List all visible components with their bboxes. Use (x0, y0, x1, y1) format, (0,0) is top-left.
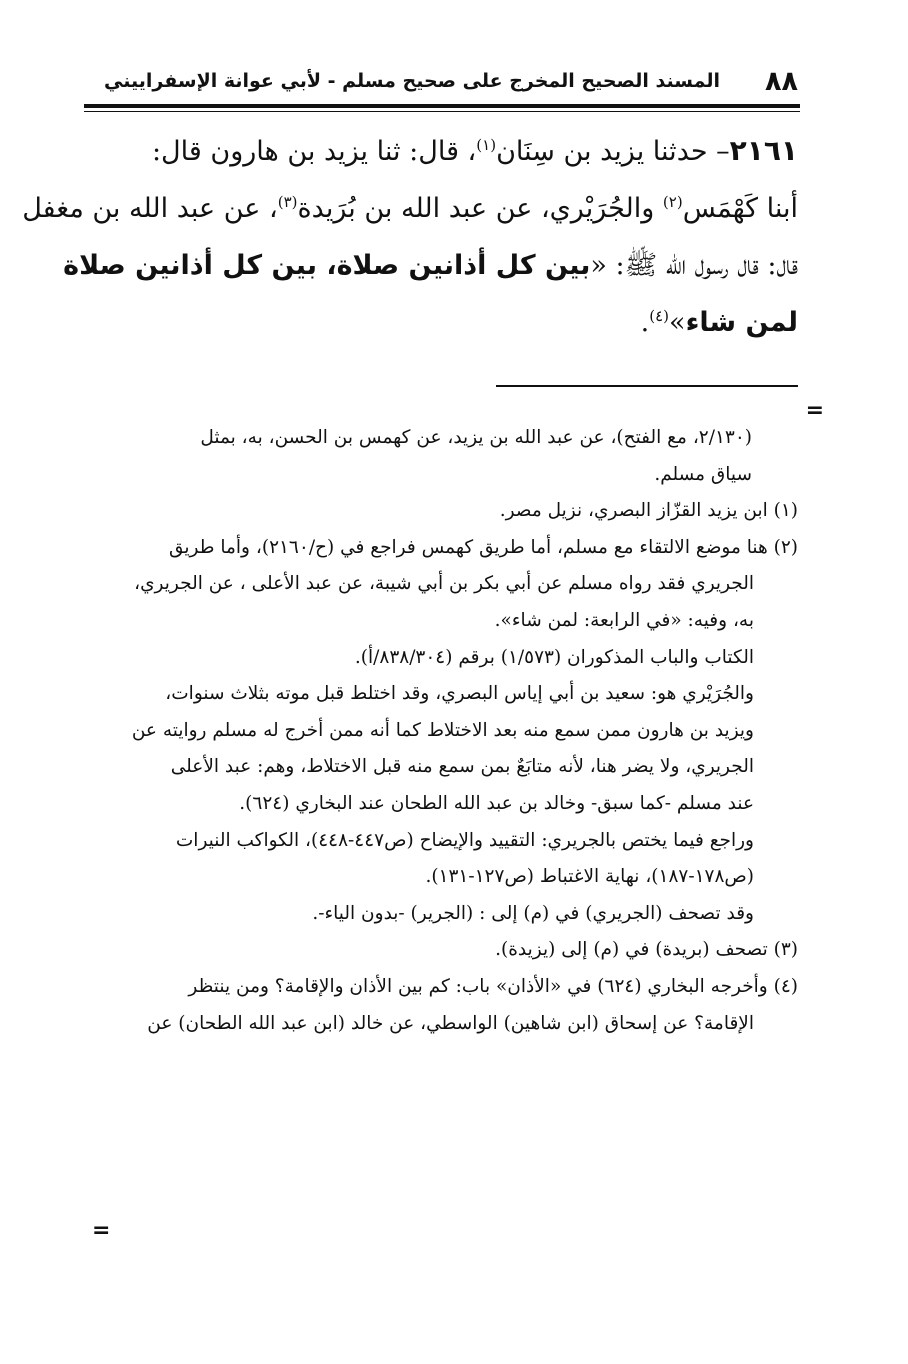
hadith-matn: بين كل أذانين صلاة، بين كل أذانين صلاة (63, 250, 591, 281)
footnote-line: وراجع فيما يختص بالجريري: التقييد والإيضاح (ص٤٤٧-٤٤٨)، الكواكب النيرات (175, 829, 754, 851)
continuation-mark-bottom: = (92, 1218, 111, 1243)
header-rule-thin (84, 111, 800, 112)
footnote-ref-1: (١) (476, 136, 497, 154)
footnote-line: سياق مسلم. (654, 463, 752, 485)
hadith-line-1: ٢١٦١– حدثنا يزيد بن سِنَان$^{(١)}$، قال: ثنا يزيد بن هارون قال: (151, 134, 798, 167)
footnote-line: عند مسلم -كما سبق- وخالد بن عبد الله الطحان عند البخاري (٦٢٤). (239, 792, 754, 814)
footnote-line: وقد تصحف (الجريري) في (م) إلى : (الجرير) -بدون الياء-. (312, 902, 754, 924)
page-number: ٨٨ (765, 66, 798, 97)
footnote-line: (١) ابن يزيد القزّاز البصري، نزيل مصر. (499, 500, 798, 522)
footnote-ref-3: (٣) (277, 193, 298, 211)
header-rule-thick (84, 104, 800, 108)
footnotes (86, 420, 798, 1042)
footnote-line: والجُرَيْري هو: سعيد بن أبي إياس البصري، وقد اختلط قبل موته بثلاث سنوات، (165, 683, 754, 705)
footnote-line: (٢) هنا موضع الالتقاء مع مسلم، أما طريق كهمس فراجع في (ح/٢١٦٠)، وأما طريق (168, 536, 798, 558)
page-header (86, 66, 798, 104)
footnote-line: به، وفيه: «في الرابعة: لمن شاء». (494, 609, 754, 631)
footnote-line: (٤) وأخرجه البخاري (٦٢٤) في «الأذان» باب: كم بين الأذان والإقامة؟ ومن ينتظر (188, 975, 798, 997)
continuation-mark-top: = (805, 398, 824, 423)
footnote-line: الكتاب والباب المذكوران (١/٥٧٣) برقم (٨٣٨/٣٠٤/أ). (354, 646, 754, 668)
hadith-line-3: قال: قال رسول الله ﷺ: «بين كل أذانين صلاة، بين كل أذانين صلاة (63, 250, 798, 281)
hadith-line-2: أبنا كَهْمَس$^{(٢)}$ والجُرَيْري، عن عبد الله بن بُرَيدة$^{(٣)}$، عن عبد الله بن مغفل (22, 193, 798, 224)
footnote-line: (٣) تصحف (بريدة) في (م) إلى (يزيدة). (495, 939, 798, 961)
hadith-number: ٢١٦١ (729, 134, 798, 167)
footnote-line: الإقامة؟ عن إسحاق (ابن شاهين) الواسطي، عن خالد (ابن عبد الله الطحان) عن (147, 1012, 754, 1034)
footnote-separator (496, 385, 798, 387)
footnote-line: الجريري، ولا يضر هنا، لأنه متابَعٌ بمن سمع منه قبل الاختلاط، وهم: عبد الأعلى (170, 756, 754, 778)
hadith-line-4: لمن شاء»$^{(٤)}$. (640, 307, 798, 338)
footnote-line: ويزيد بن هارون ممن سمع منه بعد الاختلاط كما أنه ممن أخرج له مسلم روايته عن (131, 719, 754, 741)
footnote-line: (٢/١٣٠، مع الفتح)، عن عبد الله بن يزيد، عن كهمس بن الحسن، به، بمثل (200, 427, 752, 448)
running-title: المسند الصحيح المخرج على صحيح مسلم - لأبي عوانة الإسفراييني (104, 70, 720, 92)
footnote-line: الجريري فقد رواه مسلم عن أبي بكر بن أبي شيبة، عن عبد الأعلى ، عن الجريري، (134, 573, 754, 595)
footnote-ref-2: (٢) (662, 193, 683, 211)
footnote-line: (ص١٧٨-١٨٧)، نهاية الاغتباط (ص١٢٧-١٣١). (425, 866, 754, 888)
hadith-text (22, 122, 798, 351)
footnote-ref-4: (٤) (649, 307, 670, 325)
